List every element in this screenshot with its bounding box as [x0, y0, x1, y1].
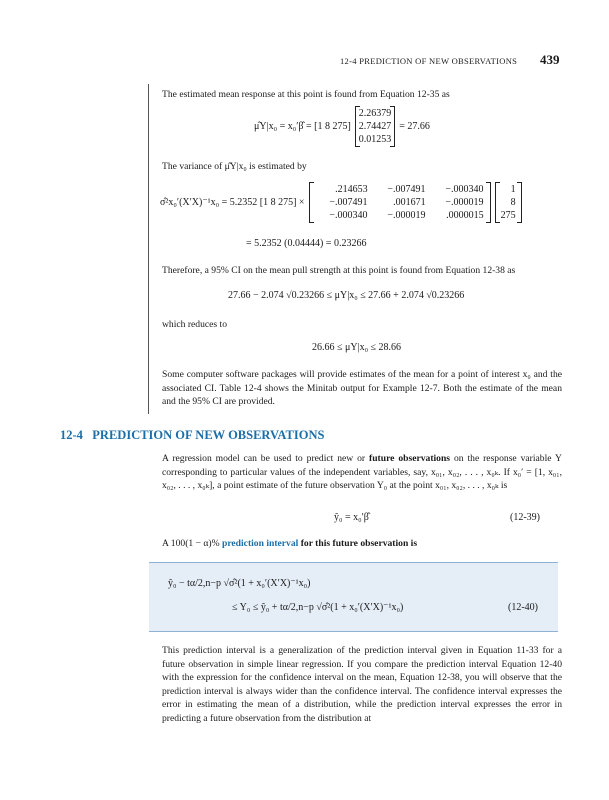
vector-entry: 2.74427	[358, 121, 392, 132]
vector-entry: 8	[510, 197, 516, 208]
xtx-inverse-matrix	[309, 182, 491, 223]
equation-pi-line2: ≤ Y₀ ≤ ŷ₀ + tα/2,n−p √σ̂²(1 + x₀′(X′X)⁻¹x₀)	[232, 602, 404, 613]
prediction-interval-box	[149, 562, 558, 632]
equation-mean-rhs: = 27.66	[399, 121, 430, 132]
term-future-observations: future observations	[369, 453, 451, 464]
text-run: A 100(1 − α)%	[162, 538, 222, 549]
paragraph-software: Some computer software packages will provide estimates of the mean for a point of interest x₀ and the associated CI. Table 12-4 shows the Minitab output for Example 12-7. Both the estimate of the mean and the 95% CI are provided.	[162, 369, 562, 408]
x0-vector	[495, 182, 522, 223]
matrix-cell: −.007491	[329, 197, 368, 208]
section-number: 12-4	[60, 428, 83, 442]
paragraph-mean-response: The estimated mean response at this point is found from Equation 12-35 as	[162, 89, 450, 100]
equation-point-estimate: ŷ₀ = x₀′β̂	[334, 512, 369, 523]
matrix-cell: .214653	[335, 184, 368, 195]
paragraph-pi-generalization: This prediction interval is a generalization of the prediction interval given in Equation 11-33 for a future observation in simple linear regression. If you compare the prediction interval Equation 12-40 with the expression for the confidence interval on the mean, Equation 12-38, you will observe that the prediction interval is always wider than the confidence interval. The confidence interval expresses the error in estimating the mean of a distribution, while the prediction interval expresses the error in predicting a future observation from the distribution at	[162, 645, 562, 724]
term-prediction-interval: prediction interval	[222, 538, 299, 549]
vector-entry: 275	[500, 210, 516, 221]
paragraph-variance: The variance of μ̂Y|x₀ is estimated by	[162, 161, 307, 172]
equation-ci-reduced: 26.66 ≤ μY|x₀ ≤ 28.66	[312, 342, 402, 353]
paragraph-prediction-interval	[162, 537, 562, 551]
text-run: A regression model can be used to predict new or	[162, 453, 370, 464]
text-run: for this future observation is	[298, 538, 418, 549]
coefficient-vector	[355, 106, 396, 147]
paragraph-ci: Therefore, a 95% CI on the mean pull strength at this point is found from Equation 12-38 as	[162, 265, 516, 276]
matrix-cell: −.000340	[445, 184, 484, 195]
equation-number-12-39: (12-39)	[510, 512, 540, 523]
equation-mean-lhs: μ̂Y|x₀ = x₀′β̂ = [1 8 275]	[254, 121, 351, 132]
matrix-cell: −.000340	[329, 210, 368, 221]
vector-entry: 2.26379	[358, 108, 392, 119]
page-number: 439	[540, 52, 560, 67]
matrix-cell: −.000019	[445, 197, 484, 208]
section-heading	[60, 428, 324, 443]
equation-mean-response	[254, 106, 430, 147]
paragraph-regression-predict	[162, 452, 562, 493]
section-title: PREDICTION OF NEW OBSERVATIONS	[92, 428, 325, 442]
vector-entry: 1	[510, 184, 516, 195]
text-run: on the response variable Y corresponding to particular values of the independent variables, say, x₀₁, x₀₂, . . . , x₀ₖ. If x₀′ = [1, x₀₁, x₀₂, . . . , x₀ₖ], a point estimate of the future observation Y₀ at the point x₀₁, x₀₂, . . . , x₀ₖ is	[162, 453, 562, 492]
equation-variance-lhs: σ̂²x₀′(X′X)⁻¹x₀ = 5.2352 [1 8 275] ×	[160, 197, 305, 208]
vector-entry: 0.01253	[358, 134, 392, 145]
equation-number-12-40: (12-40)	[508, 602, 538, 613]
equation-variance-result: = 5.2352 (0.04444) = 0.23266	[246, 238, 367, 249]
matrix-cell: .001671	[393, 197, 426, 208]
matrix-cell: −.007491	[387, 184, 426, 195]
running-header: 12-4 PREDICTION OF NEW OBSERVATIONS	[340, 56, 518, 66]
matrix-cell: −.000019	[387, 210, 426, 221]
matrix-cell: .0000015	[446, 210, 484, 221]
margin-rule	[148, 84, 149, 414]
equation-variance	[160, 182, 522, 223]
equation-pi-line1: ŷ₀ − tα/2,n−p √σ̂²(1 + x₀′(X′X)⁻¹x₀)	[168, 578, 311, 589]
equation-ci: 27.66 − 2.074 √0.23266 ≤ μY|x₀ ≤ 27.66 + 2.074 √0.23266	[228, 290, 465, 301]
paragraph-reduces: which reduces to	[162, 319, 228, 330]
